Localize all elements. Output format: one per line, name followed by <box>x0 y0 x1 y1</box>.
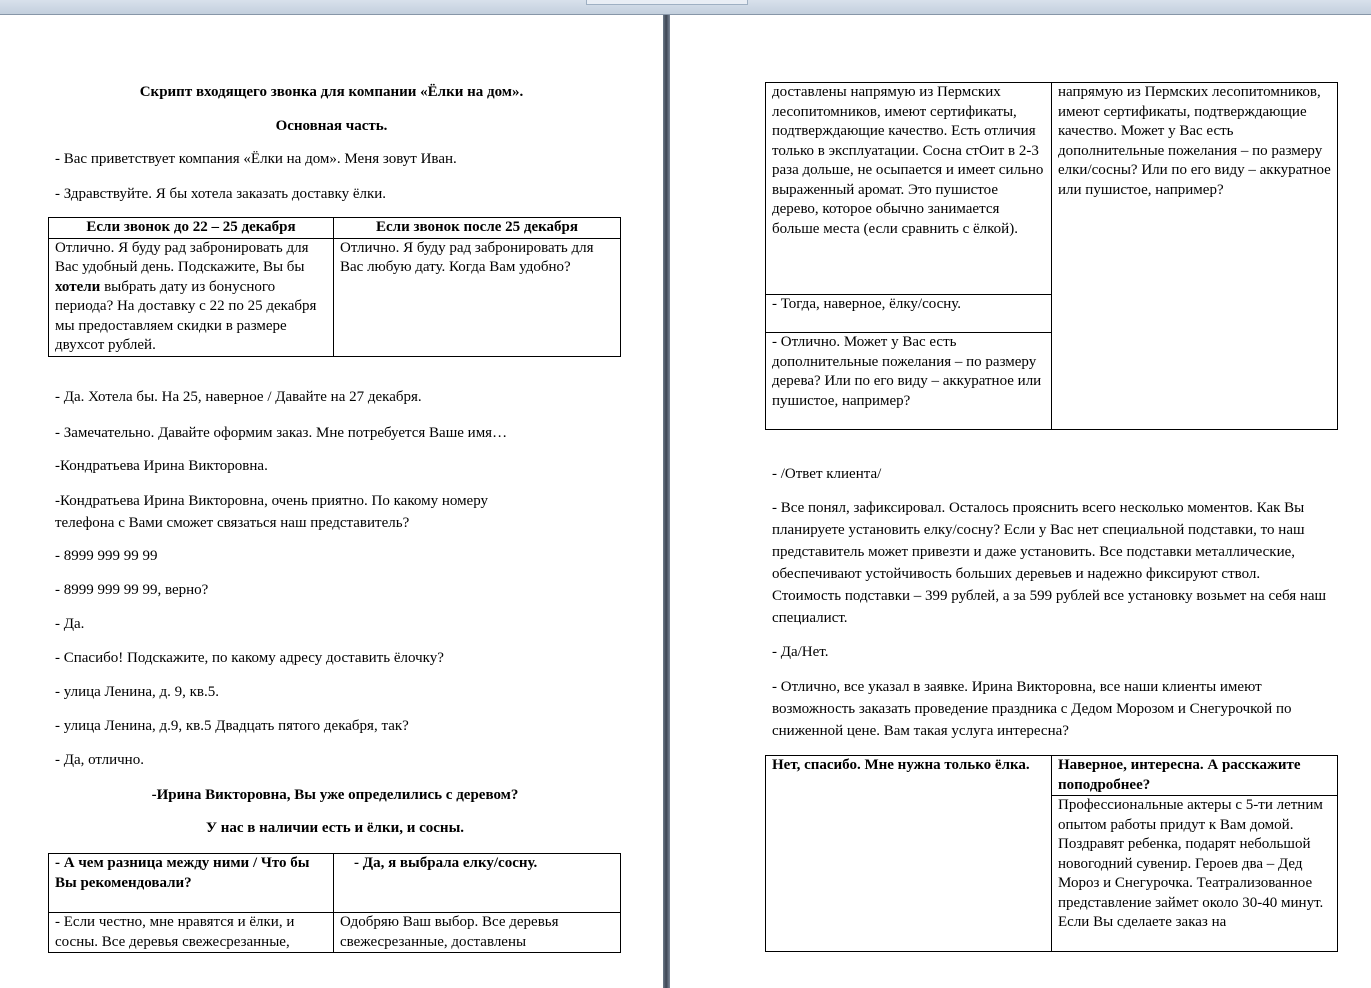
document-page-left <box>0 15 663 988</box>
dialog-line: - 8999 999 99 99 <box>55 548 158 564</box>
table-header-cell: Если звонок до 22 – 25 декабря <box>49 218 334 239</box>
dialog-line: -Кондратьева Ирина Викторовна, очень приятно. По какому номеру <box>55 493 489 509</box>
table-header-cell: Наверное, интересна. А расскажите поподробнее? <box>1052 756 1338 796</box>
tree-availability: У нас в наличии есть и ёлки, и сосны. <box>205 820 465 836</box>
table-header-cell: - Да, я выбрала елку/сосну. <box>334 854 621 913</box>
dialog-line: - 8999 999 99 99, верно? <box>55 582 209 598</box>
table-header-cell: Если звонок после 25 декабря <box>334 218 621 239</box>
dialog-line: - Вас приветствует компания «Ёлки на дом». Меня зовут Иван. <box>55 151 457 167</box>
dialog-line: - Спасибо! Подскажите, по какому адресу доставить ёлочку? <box>55 650 444 666</box>
window-tab[interactable] <box>586 0 748 5</box>
table-cell: - Если честно, мне нравятся и ёлки, и сосны. Все деревья свежесрезанные, <box>49 913 334 953</box>
dialog-paragraph: - Все понял, зафиксировал. Осталось прояснить всего несколько моментов. Как Вы планируете установить елку/сосну? Если у Вас нет специальной подставки, то наш представитель может привезти и даже установить. Все подставки металлические, обеспечивают устойчивость больших деревьев и надежно фиксируют ствол. Стоимость подставки – 399 рублей, а за 599 рублей все установку возьмет на себя наш специалист. <box>772 500 1327 626</box>
table-santa-offer <box>765 755 1338 952</box>
dialog-line: - Здравствуйте. Я бы хотела заказать доставку ёлки. <box>55 186 387 202</box>
table-cell: Профессиональные актеры с 5-ти летним опытом работы придут к Вам домой. Поздравят ребенка, подарят небольшой новогодний сувенир. Героев два – Дед Мороз и Снегурочка. Театрализованное представление займет около 30-40 минут. Если Вы сделаете заказ на <box>1052 796 1338 952</box>
table-date-options <box>48 217 621 357</box>
dialog-line: - Да. Хотела бы. На 25, наверное / Давайте на 27 декабря. <box>55 389 422 405</box>
document-subtitle: Основная часть. <box>275 118 388 134</box>
table-cell: напрямую из Пермских лесопитомников, имеют сертификаты, подтверждающие качество. Может у Вас есть дополнительные пожелания – по размеру елки/сосны? Или по его виду – аккуратное или пушистое, например? <box>1052 83 1338 430</box>
dialog-line: - Да, отлично. <box>55 752 144 768</box>
table-header-cell: - А чем разница между ними / Что бы Вы рекомендовали? <box>49 854 334 913</box>
tree-question: -Ирина Викторовна, Вы уже определились с деревом? <box>151 787 519 803</box>
dialog-line: - /Ответ клиента/ <box>772 466 882 482</box>
window-top-bar <box>0 0 1371 15</box>
dialog-line: телефона с Вами сможет связаться наш представитель? <box>55 515 410 531</box>
dialog-line: - Да. <box>55 616 85 632</box>
table-cell: Одобряю Ваш выбор. Все деревья свежесрезанные, доставлены <box>334 913 621 953</box>
table-cell: Отлично. Я буду рад забронировать для Вас удобный день. Подскажите, Вы бы хотели выбрать дату из бонусного периода? На доставку с 22 по 25 декабря мы предоставляем скидки в размере двухсот рублей. <box>49 238 334 356</box>
table-cell: - Отлично. Может у Вас есть дополнительные пожелания – по размеру дерева? Или по его виду – аккуратное или пушистое, например? <box>766 333 1052 430</box>
table-cell: Отлично. Я буду рад забронировать для Вас любую дату. Когда Вам удобно? <box>334 238 621 356</box>
page-divider <box>663 15 670 988</box>
document-title: Скрипт входящего звонка для компании «Ёлки на дом». <box>139 84 524 100</box>
dialog-line: - улица Ленина, д. 9, кв.5. <box>55 684 220 700</box>
dialog-line: - Замечательно. Давайте оформим заказ. Мне потребуется Ваше имя… <box>55 425 508 441</box>
table-tree-continued <box>765 82 1338 430</box>
dialog-line: - улица Ленина, д.9, кв.5 Двадцать пятого декабря, так? <box>55 718 409 734</box>
document-page-right <box>670 15 1371 988</box>
table-tree-choice <box>48 853 621 953</box>
dialog-line: - Да/Нет. <box>772 644 829 660</box>
table-cell: доставлены напрямую из Пермских лесопитомников, имеют сертификаты, подтверждающие качество. Есть отличия только в эксплуатации. Сосна стОит в 2-3 раза дольше, не осыпается и имеет сильно выраженный аромат. Это пушистое дерево, которое обычно занимается больше места (если сравнить с ёлкой). <box>766 83 1052 295</box>
dialog-paragraph: - Отлично, все указал в заявке. Ирина Викторовна, все наши клиенты имеют возможность заказать проведение праздника с Дедом Морозом и Снегурочкой по сниженной цене. Вам такая услуга интересна? <box>772 679 1292 739</box>
dialog-line: -Кондратьева Ирина Викторовна. <box>55 458 268 474</box>
table-cell: - Тогда, наверное, ёлку/сосну. <box>766 295 1052 333</box>
table-header-cell: Нет, спасибо. Мне нужна только ёлка. <box>766 756 1052 952</box>
